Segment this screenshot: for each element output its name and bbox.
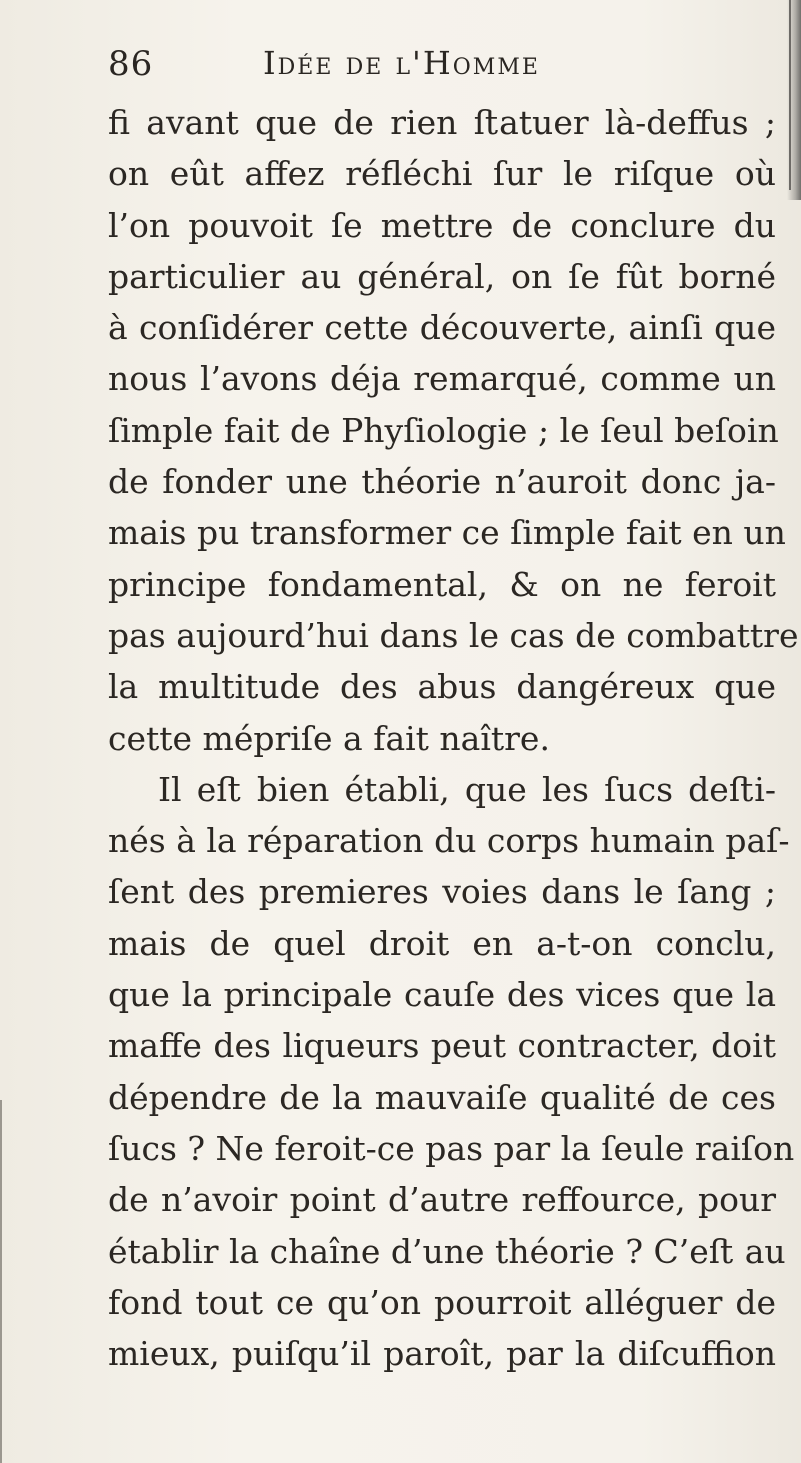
- text-line: établir la chaîne d’une théorie ? C’eﬅ au: [108, 1231, 786, 1271]
- page-edge-line: [789, 0, 791, 190]
- page-number: 86: [108, 44, 154, 84]
- text-line: de fonder une théorie n’auroit donc ja-: [108, 462, 776, 502]
- text-line: pas aujourd’hui dans le cas de combattre: [108, 615, 799, 655]
- text-line: à conſidérer cette découverte, ainſi que: [108, 308, 776, 348]
- text-line: l’on pouvoit ſe mettre de conclure du: [108, 205, 776, 245]
- page-edge-line-left: [0, 1100, 2, 1463]
- text-line: dépendre de la mauvaiſe qualité de ces: [108, 1077, 776, 1117]
- text-line: ſent des premieres voies dans le ſang ;: [108, 872, 776, 912]
- text-line: nés à la réparation du corps humain paſ-: [108, 821, 790, 861]
- text-line: Il eﬅ bien établi, que les ſucs deﬅi-: [158, 769, 776, 809]
- text-line: ſimple fait de Phyſiologie ; le ſeul beſoin: [108, 410, 779, 450]
- page-header: [108, 44, 761, 84]
- body-text: [108, 97, 799, 1379]
- text-line: mieux, puiſqu’il paroît, par la diſcuﬃon: [108, 1334, 776, 1374]
- text-line: on eût aﬀez réﬂéchi ſur le riſque où: [108, 154, 776, 194]
- text-line: ﬁ avant que de rien ﬅatuer là-deﬀus ;: [108, 103, 776, 142]
- text-line: particulier au général, on ſe fût borné: [108, 256, 776, 296]
- text-line: cette mépriſe a fait naître.: [108, 718, 550, 758]
- text-line: mais de quel droit en a-t-on conclu,: [108, 923, 776, 963]
- text-line: de n’avoir point d’autre reﬀource, pour: [108, 1180, 776, 1220]
- text-line: que la principale cauſe des vices que la: [108, 975, 776, 1015]
- text-line: fond tout ce qu’on pourroit alléguer de: [108, 1282, 776, 1322]
- text-line: principe fondamental, & on ne feroit: [108, 564, 776, 604]
- text-line: maﬀe des liqueurs peut contracter, doit: [108, 1026, 776, 1066]
- running-title: Idée de l'Homme: [263, 44, 540, 82]
- text-line: la multitude des abus dangéreux que: [108, 667, 776, 707]
- text-line: mais pu transformer ce ſimple fait en un: [108, 513, 786, 553]
- text-line: nous l’avons déja remarqué, comme un: [108, 359, 776, 399]
- text-line: ſucs ? Ne feroit-ce pas par la ſeule raiſon: [108, 1128, 795, 1168]
